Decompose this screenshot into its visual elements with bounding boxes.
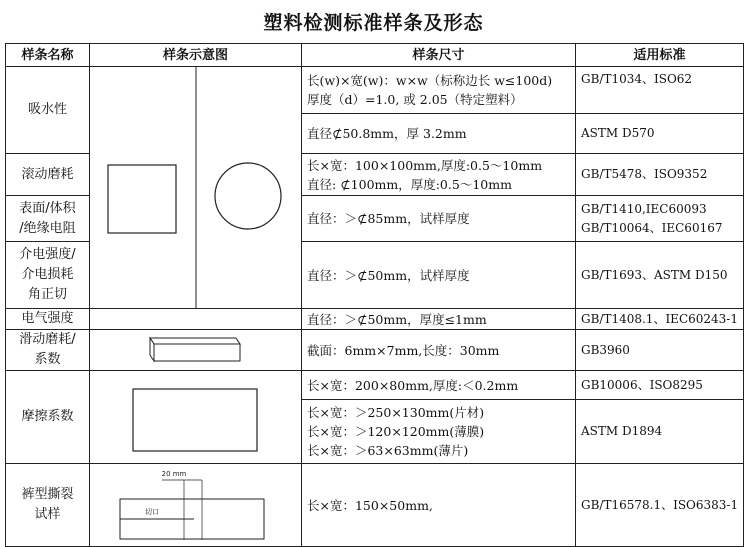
size-line: 长(w)×宽(w)：w×w（标称边长 w≤100d) (307, 73, 553, 89)
size-line: 直径⊄50.8mm，厚 3.2mm (307, 126, 467, 142)
specimen-diagram-cell (90, 330, 302, 371)
size-line: 直径：＞⊄50mm，厚度≤1mm (307, 311, 487, 327)
specimen-size (302, 67, 576, 114)
specimen-diagram-cell (90, 67, 302, 309)
size-line: 长×宽：＞63×63mm(薄片) (307, 443, 469, 459)
page-title: 塑料检测标准样条及形态 (263, 12, 484, 34)
square-specimen-shape (108, 165, 176, 233)
size-line: 截面：6mm×7mm,长度：30mm (307, 342, 500, 358)
table-row (6, 371, 744, 400)
specimen-size (302, 464, 576, 547)
standard-line: GB/T1408.1、IEC60243-1 (581, 311, 738, 326)
size-line: 直径: ⊄100mm，厚度:0.5～10mm (307, 176, 512, 192)
header-specimen-name: 样条名称 (6, 44, 90, 67)
specimen-name (6, 67, 90, 154)
applicable-standard (576, 154, 744, 196)
trouser-tear-diagram (90, 464, 302, 546)
standard-line: GB/T1410,IEC60093 (581, 201, 707, 216)
applicable-standard (576, 242, 744, 309)
block-specimen-diagram (90, 330, 302, 370)
specimen-diagram-cell (90, 309, 302, 330)
specimen-name (6, 371, 90, 464)
notch-label: 切口 (145, 508, 159, 516)
header-applicable-standard: 适用标准 (576, 44, 744, 67)
block-front-face (154, 344, 240, 361)
applicable-standard (576, 196, 744, 242)
size-line: 直径：＞⊄85mm，试样厚度 (307, 211, 470, 227)
size-line: 直径：＞⊄50mm，试样厚度 (307, 267, 470, 283)
table-row (6, 309, 744, 330)
size-line: 厚度（d）=1.0, 或 2.05（特定塑料） (307, 92, 523, 108)
rectangle-specimen-shape (133, 389, 257, 451)
size-line: 长×宽：200×80mm,厚度:＜0.2mm (307, 377, 519, 393)
specimen-name (6, 330, 90, 371)
table-row (6, 67, 744, 114)
specimen-diagram-cell (90, 464, 302, 547)
standard-line: ASTM D1894 (581, 424, 663, 439)
specimen-size (302, 196, 576, 242)
width-dimension-label: 20 mm (161, 470, 187, 478)
standard-line: GB/T1034、ISO62 (581, 72, 693, 86)
block-top-face (150, 338, 240, 344)
specimen-size (302, 114, 576, 154)
name-line: 角正切 (27, 287, 67, 303)
name-line: /绝缘电阻 (19, 220, 76, 236)
name-line: 电气强度 (21, 311, 74, 326)
specimen-size (302, 371, 576, 400)
standard-line: GB/T16578.1、ISO6383-1 (581, 497, 739, 512)
specimen-name (6, 196, 90, 242)
name-line: 介电强度/ (19, 247, 76, 263)
applicable-standard (576, 400, 744, 464)
table-row (6, 464, 744, 547)
specimen-name (6, 464, 90, 547)
name-line: 吸水性 (27, 102, 67, 118)
applicable-standard (576, 67, 744, 114)
header-specimen-diagram: 样条示意图 (90, 44, 302, 67)
name-line: 裤型撕裂 (21, 487, 74, 502)
header-specimen-size: 样条尺寸 (302, 44, 576, 67)
standards-table (5, 43, 744, 547)
specimen-diagram-cell (90, 371, 302, 464)
standard-line: GB/T5478、ISO9352 (581, 167, 708, 182)
applicable-standard (576, 464, 744, 547)
size-line: 长×宽：100×100mm,厚度:0.5～10mm (307, 157, 543, 173)
name-line: 滚动磨耗 (21, 166, 74, 182)
applicable-standard (576, 371, 744, 400)
disc-specimen-shape (215, 163, 281, 229)
specimen-name (6, 309, 90, 330)
specimen-size (302, 309, 576, 330)
size-line: 长×宽：150×50mm, (307, 497, 433, 513)
name-line: 摩擦系数 (21, 409, 74, 424)
specimen-name (6, 154, 90, 196)
square-and-disc-diagram (90, 67, 302, 308)
table-header-row (6, 44, 744, 67)
size-line: 长×宽：＞120×120mm(薄膜) (307, 424, 485, 440)
applicable-standard (576, 309, 744, 330)
name-line: 试样 (34, 507, 61, 522)
standard-line: ASTM D570 (581, 126, 655, 141)
standard-line: GB10006、ISO8295 (581, 377, 703, 392)
size-line: 长×宽：＞250×130mm(片材) (307, 405, 485, 421)
applicable-standard (576, 114, 744, 154)
specimen-size (302, 154, 576, 196)
standard-line: GB/T1693、ASTM D150 (581, 267, 728, 282)
applicable-standard (576, 330, 744, 371)
specimen-size (302, 330, 576, 371)
name-line: 滑动磨耗/ (19, 332, 76, 347)
name-line: 介电损耗 (21, 267, 74, 283)
specimen-size (302, 242, 576, 309)
rectangle-specimen-diagram (90, 371, 302, 463)
specimen-size (302, 400, 576, 464)
name-line: 表面/体积 (19, 200, 76, 216)
standard-line: GB/T10064、IEC60167 (581, 220, 723, 235)
name-line: 系数 (34, 352, 61, 367)
specimen-name (6, 242, 90, 309)
standard-line: GB3960 (581, 342, 630, 357)
table-row (6, 330, 744, 371)
